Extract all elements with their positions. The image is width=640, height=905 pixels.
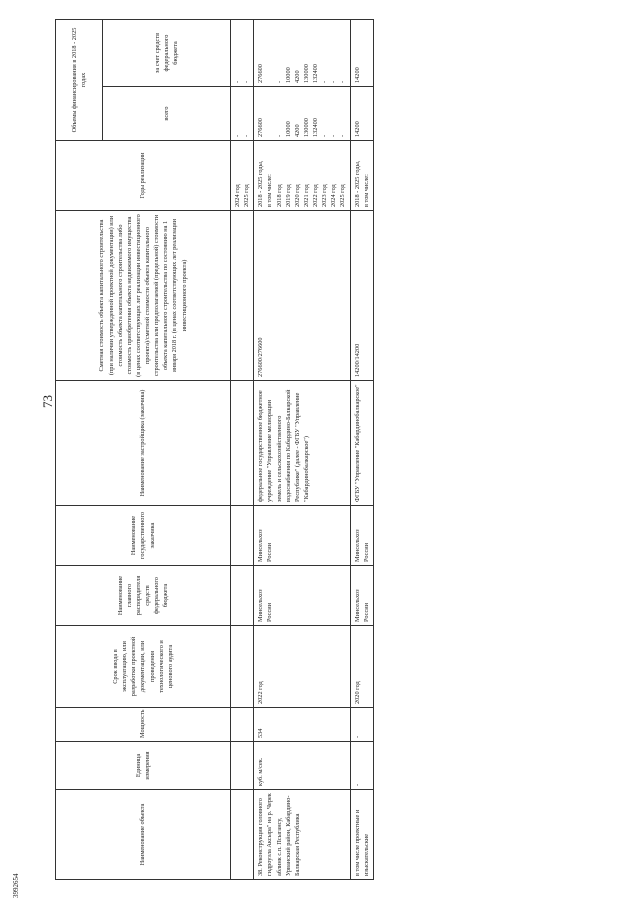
investment-table	[55, 19, 374, 880]
header-developer: Наименование застройщика (заказчика)	[56, 381, 231, 506]
total-value: 132400	[312, 118, 319, 137]
federal-value: 276600	[257, 64, 265, 83]
total-value: -	[243, 134, 251, 137]
landscape-table-sheet	[55, 20, 615, 880]
year-label: 2018 - 2025 годы,	[257, 160, 265, 207]
total-value: 14200	[353, 121, 361, 137]
document-id: 3992654	[12, 873, 20, 898]
year-label: в том числе:	[362, 174, 370, 207]
total-value: 276600	[257, 118, 265, 137]
design-survey-row	[350, 20, 373, 880]
year-label: 2024 год	[234, 184, 241, 207]
header-state-customer: Наименование государственного заказчика	[56, 506, 231, 566]
year-label: 2018 - 2025 годы,	[353, 160, 361, 207]
subrow-capacity: -	[350, 708, 373, 742]
object-38-row	[254, 20, 350, 880]
federal-value: -	[330, 80, 338, 83]
total-value: -	[321, 134, 329, 137]
header-financing: Объемы финансирования в 2018 - 2025 годах	[56, 20, 103, 141]
object-name: Реконструкция головного гидроузла Аксыра" на р. Черек аблинк с.п. Псыгансу, Урванский район, Кабардино-Балкарская Республика	[257, 793, 301, 876]
federal-value: 14200	[353, 67, 361, 83]
subrow-developer: ФГБУ "Управление "Кабардинобалкарское"	[350, 381, 373, 506]
object-deadline: 2022 год	[254, 626, 350, 708]
subrow-name: в том числе проектные и изыскательские	[350, 790, 373, 880]
header-main-manager: Наименование главного распорядителя средств федерального бюджета	[56, 566, 231, 626]
federal-value: -	[234, 80, 241, 83]
header-capacity: Мощность	[56, 708, 231, 742]
header-estimated-cost: Сметная стоимость объекта капитального строительства (при наличии утвержденной проектной документации) или стоимость объекта капитального строительства либо стоимость приобретения объекта недвижимого имущества (в ценах соответствующих лет реализации инвестиционного проекта)/сметной стоимости объекта капитального строительства или предполагаемой (предельной) стоимости объекта капитального строительства по состоянию на 1 января 2018 г. (в ценах соответствующих лет реализации инвестиционного проекта)	[56, 211, 231, 381]
year-label: 2020 год	[293, 184, 301, 207]
total-value: 4200	[293, 124, 301, 137]
header-name: Наименование объекта	[56, 790, 231, 880]
federal-value: -	[339, 80, 347, 83]
header-years: Годы реализации	[56, 141, 231, 211]
total-value: 130000	[302, 118, 310, 137]
header-unit: Единица измерения	[56, 742, 231, 790]
total-value: -	[339, 134, 347, 137]
federal-value	[265, 23, 274, 83]
object-main-manager: Минсельхоз России	[254, 566, 350, 626]
header-deadline: Срок ввода в эксплуатацию, или разработки проектной документации, или проведения технологического и ценового аудита	[56, 626, 231, 708]
federal-value: 130000	[302, 64, 310, 83]
year-label: 2019 год	[284, 184, 292, 207]
subrow-main-manager: Минсельхоз России	[350, 566, 373, 626]
header-total: всего	[103, 87, 231, 141]
year-label: 2022 год	[312, 184, 319, 207]
federal-value: -	[275, 80, 283, 83]
year-label: 2025 год	[339, 184, 347, 207]
year-label: 2024 год	[330, 184, 338, 207]
total-value	[265, 90, 274, 137]
subrow-cost: 14200/14200	[350, 211, 373, 381]
total-value: 10000	[284, 121, 292, 137]
year-label: 2023 год	[321, 184, 329, 207]
object-developer: федеральное государственное бюджетное учреждение "Управление мелиорации земель и сельскохозяйственного водоснабжения по Кабардино-Балкарской Республике" (далее - ФГБУ "Управление "Кабардинобалкарское")	[254, 381, 350, 506]
object-unit: куб. м/сек.	[254, 742, 350, 790]
federal-value: 4200	[293, 70, 301, 83]
year-label: 2025 год	[243, 184, 251, 207]
federal-value: -	[321, 80, 329, 83]
carry-over-row	[231, 20, 254, 880]
object-state-customer: Минсельхоз России	[254, 506, 350, 566]
federal-value: -	[243, 80, 251, 83]
total-value: -	[330, 134, 338, 137]
year-label: 2021 год	[302, 184, 310, 207]
total-value: -	[234, 134, 241, 137]
object-number: 38.	[257, 868, 265, 876]
subrow-unit: -	[350, 742, 373, 790]
page-number: 73	[40, 395, 55, 408]
object-capacity: 534	[254, 708, 350, 742]
total-value: -	[275, 134, 283, 137]
year-label: в том числе:	[266, 174, 274, 207]
header-row	[56, 20, 103, 880]
subrow-state-customer: Минсельхоз России	[350, 506, 373, 566]
year-label: 2018 год	[275, 184, 283, 207]
subrow-deadline: 2020 год	[350, 626, 373, 708]
federal-value: 132400	[312, 64, 319, 83]
header-federal: за счет средств федерального бюджета	[103, 20, 231, 87]
federal-value: 10000	[284, 67, 292, 83]
object-cost: 276600/276600	[254, 211, 350, 381]
